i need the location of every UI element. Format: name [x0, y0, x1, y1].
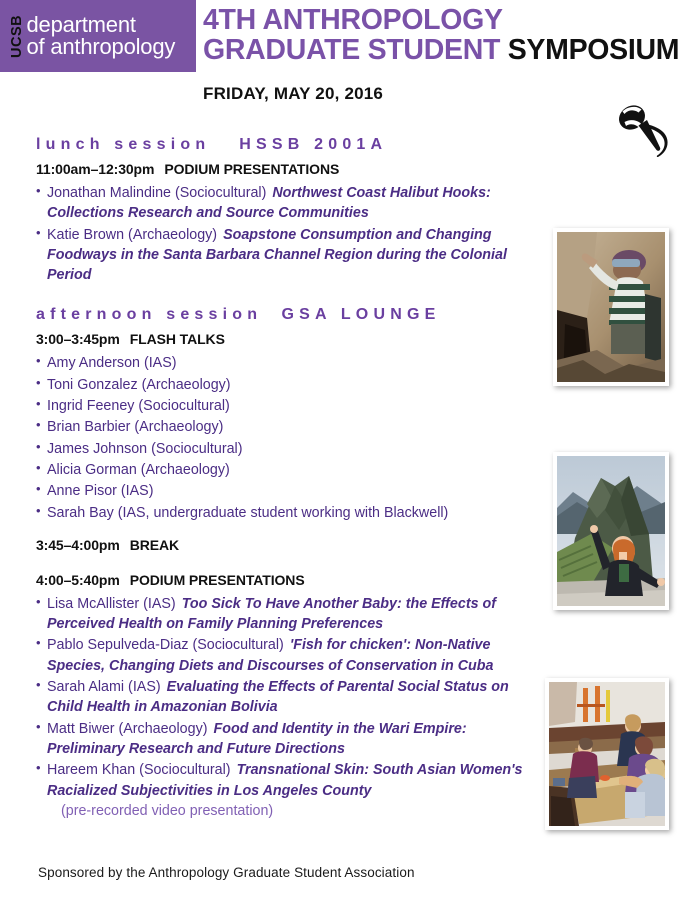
list-item [36, 396, 541, 416]
presenter-name: Sarah Alami (IAS) [47, 679, 161, 696]
talk-title: Northwest Coast Halibut Hooks: Collections Research and Source Communities [47, 185, 491, 222]
photo-excavation-pointing [553, 228, 669, 386]
slot-flash-talks [36, 331, 541, 347]
sponsor-line: Sponsored by the Anthropology Graduate Student Association [38, 865, 415, 880]
session-lunch-heading-left: lunch session [36, 136, 211, 153]
list-item [36, 481, 541, 501]
slot-time: 3:45–4:00pm [36, 536, 120, 553]
title-line-2-black: SYMPOSIUM [507, 33, 680, 66]
title-line-2 [203, 33, 680, 66]
session-afternoon [36, 306, 541, 821]
talk-list-lunch [36, 183, 541, 285]
session-afternoon-heading-room: GSA LOUNGE [281, 306, 441, 324]
microphone-icon [611, 102, 677, 164]
list-item [36, 677, 541, 718]
session-lunch [36, 136, 541, 285]
presenter-name: Katie Brown (Archaeology) [47, 226, 218, 243]
presenter-name: Brian Barbier (Archaeology) [47, 419, 224, 436]
presenter-name: Alicia Gorman (Archaeology) [47, 461, 230, 478]
slot-lunch-podium [36, 161, 541, 177]
list-item [36, 594, 541, 635]
presenter-name: Lisa McAllister (IAS) [47, 595, 176, 612]
list-item [36, 719, 541, 760]
ucsb-department-logo [0, 0, 196, 72]
presenter-name: James Johnson (Sociocultural) [47, 440, 243, 457]
session-afternoon-heading [36, 306, 541, 324]
session-afternoon-heading-left: afternoon session [36, 306, 263, 324]
presenter-name: Anne Pisor (IAS) [47, 483, 154, 500]
slot-label: PODIUM PRESENTATIONS [164, 161, 340, 177]
slot-afternoon-podium [36, 572, 541, 588]
talk-title: Evaluating the Effects of Parental Social Status on Child Health in Amazonian Bolivia [47, 679, 509, 716]
title-line-1: 4TH ANTHROPOLOGY [203, 4, 503, 36]
slot-label: FLASH TALKS [129, 331, 225, 348]
talk-list-afternoon-podium [36, 594, 541, 821]
logo-line-department: department [26, 12, 136, 38]
list-item [36, 375, 541, 395]
list-item [36, 439, 541, 459]
presenter-name: Ingrid Feeney (Sociocultural) [47, 398, 230, 415]
slot-time: 4:00–5:40pm [36, 571, 120, 588]
slot-label: PODIUM PRESENTATIONS [129, 571, 305, 588]
presenter-name: Amy Anderson (IAS) [47, 355, 177, 372]
title-line-2-purple: GRADUATE STUDENT [203, 33, 501, 66]
list-item [36, 460, 541, 480]
event-date: FRIDAY, MAY 20, 2016 [203, 84, 384, 103]
talk-title: Food and Identity in the Wari Empire: Preliminary Research and Future Directions [47, 720, 467, 757]
program-content [36, 136, 541, 822]
list-item [36, 760, 541, 821]
presenter-name: Hareem Khan (Sociocultural) [47, 762, 231, 779]
photo-field-dig-team [545, 678, 669, 830]
spacer [36, 559, 541, 572]
slot-break [36, 537, 541, 553]
list-item [36, 353, 541, 373]
presenter-name: Jonathan Malindine (Sociocultural) [47, 185, 267, 201]
session-lunch-heading [36, 136, 541, 154]
presenter-name: Matt Biwer (Archaeology) [47, 720, 208, 737]
session-lunch-heading-room: HSSB 2001A [239, 136, 388, 153]
presenter-name: Pablo Sepulveda-Diaz (Sociocultural) [47, 637, 284, 654]
slot-time: 3:00–3:45pm [36, 331, 120, 348]
list-item [36, 225, 541, 286]
list-item [36, 183, 541, 224]
slot-time: 11:00am–12:30pm [36, 161, 155, 177]
poster-header [0, 0, 695, 103]
talk-title: Too Sick To Have Another Baby: the Effects of Perceived Health on Family Planning Preferences [47, 595, 497, 633]
talk-list-flash [36, 353, 541, 522]
list-item [36, 417, 541, 437]
photo-machu-picchu [553, 452, 669, 610]
talk-title: Soapstone Consumption and Changing Foodways in the Santa Barbara Channel Region during the Colonial Period [47, 226, 507, 284]
ucsb-wordmark: UCSB [9, 14, 25, 58]
slot-label: BREAK [129, 536, 180, 553]
presenter-name: Sarah Bay (IAS, undergraduate student working with Blackwell) [47, 504, 449, 521]
spacer [36, 286, 541, 306]
list-item [36, 635, 541, 676]
poster-title [203, 6, 679, 65]
department-wordmark [27, 14, 176, 57]
talk-title: 'Fish for chicken': Non-Native Species, Changing Diets and Discourses of Conservation in Cuba [47, 637, 494, 674]
presenter-name: Toni Gonzalez (Archaeology) [47, 376, 231, 393]
spacer [36, 524, 541, 537]
talk-title: Transnational Skin: South Asian Women's Racialized Subjectivities in Los Angeles County [47, 762, 523, 799]
logo-line-anthropology: of anthropology [26, 34, 176, 59]
talk-note: (pre-recorded video presentation) [61, 802, 274, 819]
list-item [36, 503, 541, 523]
